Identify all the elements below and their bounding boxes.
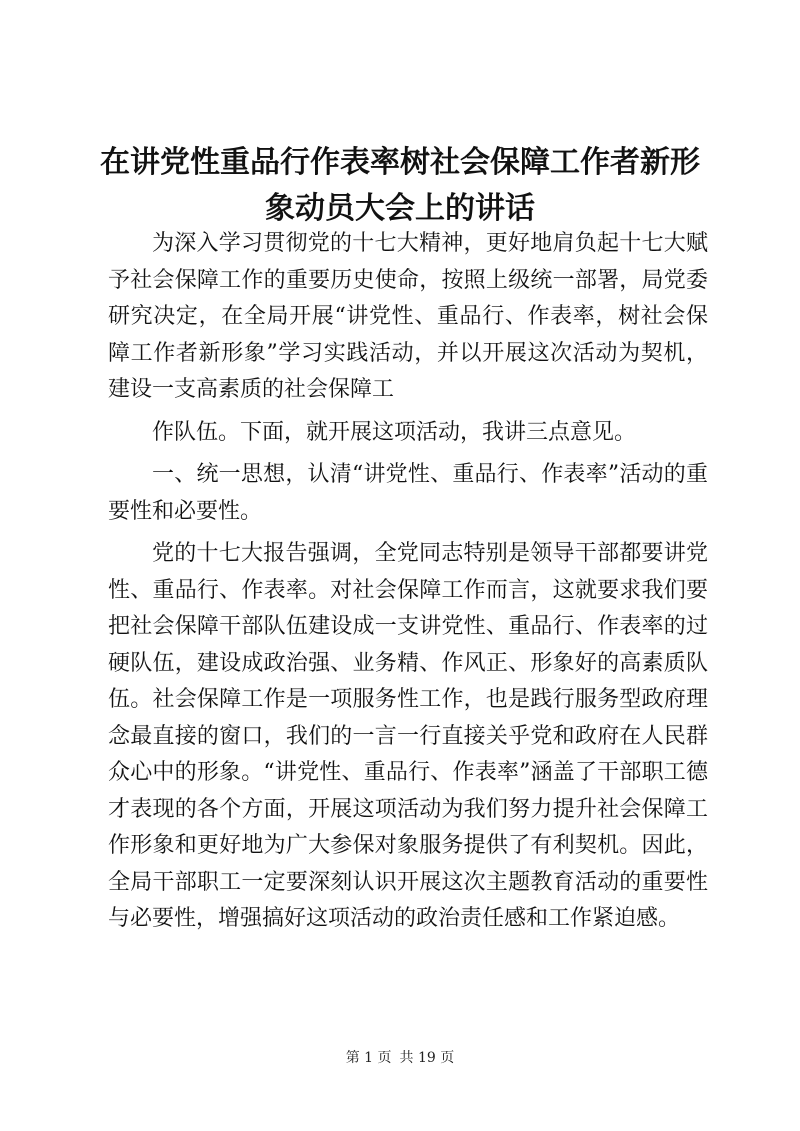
document-body <box>108 226 708 938</box>
page-footer <box>0 1048 800 1068</box>
document-title: 在讲党性重品行作表率树社会保障工作者新形象动员大会上的讲话 <box>100 145 700 226</box>
paragraph-continuation: 作队伍。下面，就开展这项活动，我讲三点意见。 <box>152 419 637 445</box>
section-heading-1: 一、统一思想，认清“讲党性、重品行、作表率”活动的重要性和必要性。 <box>108 462 708 524</box>
paragraph-intro: 为深入学习贯彻党的十七大精神，更好地肩负起十七大赋予社会保障工作的重要历史使命，按照上级统一部署，局党委研究决定，在全局开展“讲党性、重品行、作表率，树社会保障工作者新形象”学习实践活动，并以开展这次活动为契机，建设一支高素质的社会保障工 <box>108 231 708 402</box>
total-pages: 共 19 页 <box>399 1050 455 1066</box>
page-number: 第 1 页 <box>345 1050 392 1066</box>
paragraph-section-1: 党的十七大报告强调，全党同志特别是领导干部都要讲党性、重品行、作表率。对社会保障工作而言，这就要求我们要把社会保障干部队伍建设成一支讲党性、重品行、作表率的过硬队伍，建设成政治强、业务精、作风正、形象好的高素质队伍。社会保障工作是一项服务性工作，也是践行服务型政府理念最直接的窗口，我们的一言一行直接关乎党和政府在人民群众心中的形象。“讲党性、重品行、作表率”涵盖了干部职工德才表现的各个方面，开展这项活动为我们努力提升社会保障工作形象和更好地为广大参保对象服务提供了有利契机。因此，全局干部职工一定要深刻认识开展这次主题教育活动的重要性与必要性，增强搞好这项活动的政治责任感和工作紧迫感。 <box>108 541 708 931</box>
